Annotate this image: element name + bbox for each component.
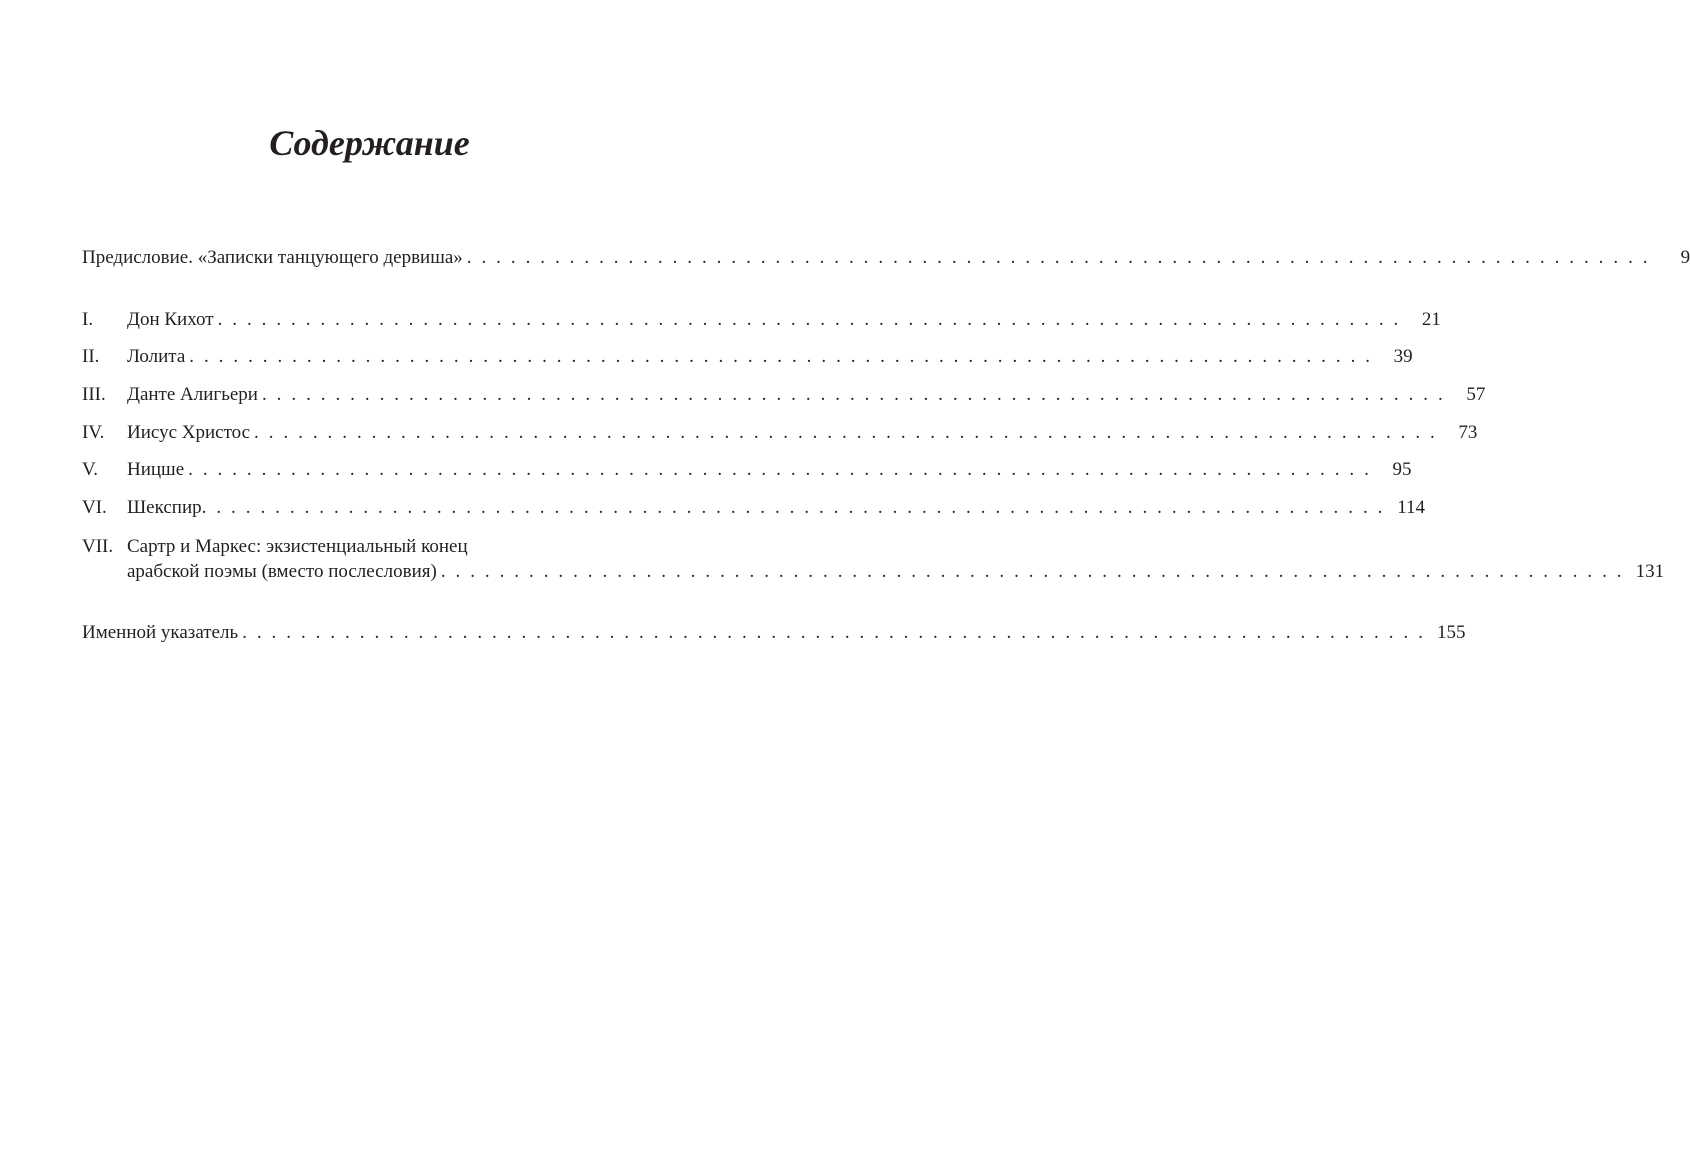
toc-entry-page: 155 bbox=[1437, 622, 1466, 643]
toc-entry-title: Именной указатель bbox=[82, 622, 239, 643]
page-title: Содержание bbox=[269, 123, 470, 163]
dot-leader: . . . . . . . . . . . . . . . . . . . . . . . . . . . . . . . . . . . . . . . . . . . . . . . . . . . . . . . . . . . . . . . . . . . . . . . . . . . . . . . . . bbox=[188, 459, 1372, 480]
toc-entry-title: Ницше bbox=[127, 459, 185, 480]
dot-leader: . . . . . . . . . . . . . . . . . . . . . . . . . . . . . . . . . . . . . . . . . . . . . . . . . . . . . . . . . . . . . . . . . . . . . . . . . . . . . . . . . bbox=[440, 561, 1625, 582]
toc-entry-chapter-7[interactable] bbox=[82, 533, 655, 561]
toc-entry-number: IV. bbox=[82, 422, 105, 443]
toc-entry-chapter-5[interactable] bbox=[82, 456, 1412, 484]
toc-entry-title: Дон Кихот bbox=[127, 309, 214, 330]
toc-entry-chapter-2[interactable] bbox=[82, 343, 1413, 371]
toc-entry-number: I. bbox=[82, 309, 94, 330]
toc-entry-chapter-6[interactable] bbox=[82, 494, 1425, 522]
toc-entry-title: Данте Алигьери bbox=[127, 384, 258, 405]
dot-leader: . . . . . . . . . . . . . . . . . . . . . . . . . . . . . . . . . . . . . . . . . . . . . . . . . . . . . . . . . . . . . . . . . . . . . . . . . . . . . . . . . bbox=[189, 346, 1373, 367]
toc-entry-chapter-4[interactable] bbox=[82, 419, 1478, 447]
dot-leader: . . . . . . . . . . . . . . . . . . . . . . . . . . . . . . . . . . . . . . . . . . . . . . . . . . . . . . . . . . . . . . . . . . . . . . . . . . . . . . . . . bbox=[466, 247, 1651, 268]
dot-leader: . . . . . . . . . . . . . . . . . . . . . . . . . . . . . . . . . . . . . . . . . . . . . . . . . . . . . . . . . . . . . . . . . . . . . . . . . . . . . . . . . bbox=[261, 384, 1446, 405]
toc-entry-number: VII. bbox=[82, 536, 114, 557]
toc-entry-page: 9 bbox=[1680, 247, 1690, 268]
toc-entry-chapter-3[interactable] bbox=[82, 381, 1486, 409]
toc-entry-page: 57 bbox=[1466, 384, 1486, 405]
toc-entry-title: Предисловие. «Записки танцующего дервиша» bbox=[82, 247, 463, 268]
toc-entry-number: V. bbox=[82, 459, 99, 480]
toc-entry-number: III. bbox=[82, 384, 106, 405]
dot-leader: . . . . . . . . . . . . . . . . . . . . . . . . . . . . . . . . . . . . . . . . . . . . . . . . . . . . . . . . . . . . . . . . . . . . . . . . . . . . . . . . . bbox=[242, 622, 1426, 643]
toc-entry-title: Шекспир bbox=[127, 497, 202, 518]
toc-entry-page: 95 bbox=[1392, 459, 1412, 480]
toc-entry-page: 39 bbox=[1393, 346, 1413, 367]
toc-entry-number: VI. bbox=[82, 497, 107, 518]
toc-entry-title: Иисус Христос bbox=[127, 422, 251, 443]
toc-entry-chapter-1[interactable] bbox=[82, 306, 1441, 334]
toc-entry-index[interactable] bbox=[82, 619, 1466, 647]
toc-entry-page: 73 bbox=[1458, 422, 1478, 443]
dot-leader: . . . . . . . . . . . . . . . . . . . . . . . . . . . . . . . . . . . . . . . . . . . . . . . . . . . . . . . . . . . . . . . . . . . . . . . . . . . . . . . . . bbox=[217, 309, 1401, 330]
dot-leader: . . . . . . . . . . . . . . . . . . . . . . . . . . . . . . . . . . . . . . . . . . . . . . . . . . . . . . . . . . . . . . . . . . . . . . . . . . . . . . . . . bbox=[254, 422, 1438, 443]
toc-entry-title: Лолита bbox=[127, 346, 186, 367]
toc-entry-page: 21 bbox=[1421, 309, 1441, 330]
toc-entry-number: II. bbox=[82, 346, 100, 367]
dot-leader: . . . . . . . . . . . . . . . . . . . . . . . . . . . . . . . . . . . . . . . . . . . . . . . . . . . . . . . . . . . . . . . . . . . . . . . . . . . . . . . . . bbox=[201, 497, 1385, 518]
toc-entry-title: Сартр и Маркес: экзистенциальный конец bbox=[127, 536, 468, 557]
toc-entry-chapter-7-continued[interactable] bbox=[82, 558, 1665, 586]
toc-entry-page: 114 bbox=[1397, 497, 1425, 518]
toc-entry-title-continued: арабской поэмы (вместо послесловия) bbox=[127, 561, 437, 582]
toc-entry-preface[interactable] bbox=[82, 244, 1690, 272]
toc-entry-page: 131 bbox=[1635, 561, 1665, 582]
